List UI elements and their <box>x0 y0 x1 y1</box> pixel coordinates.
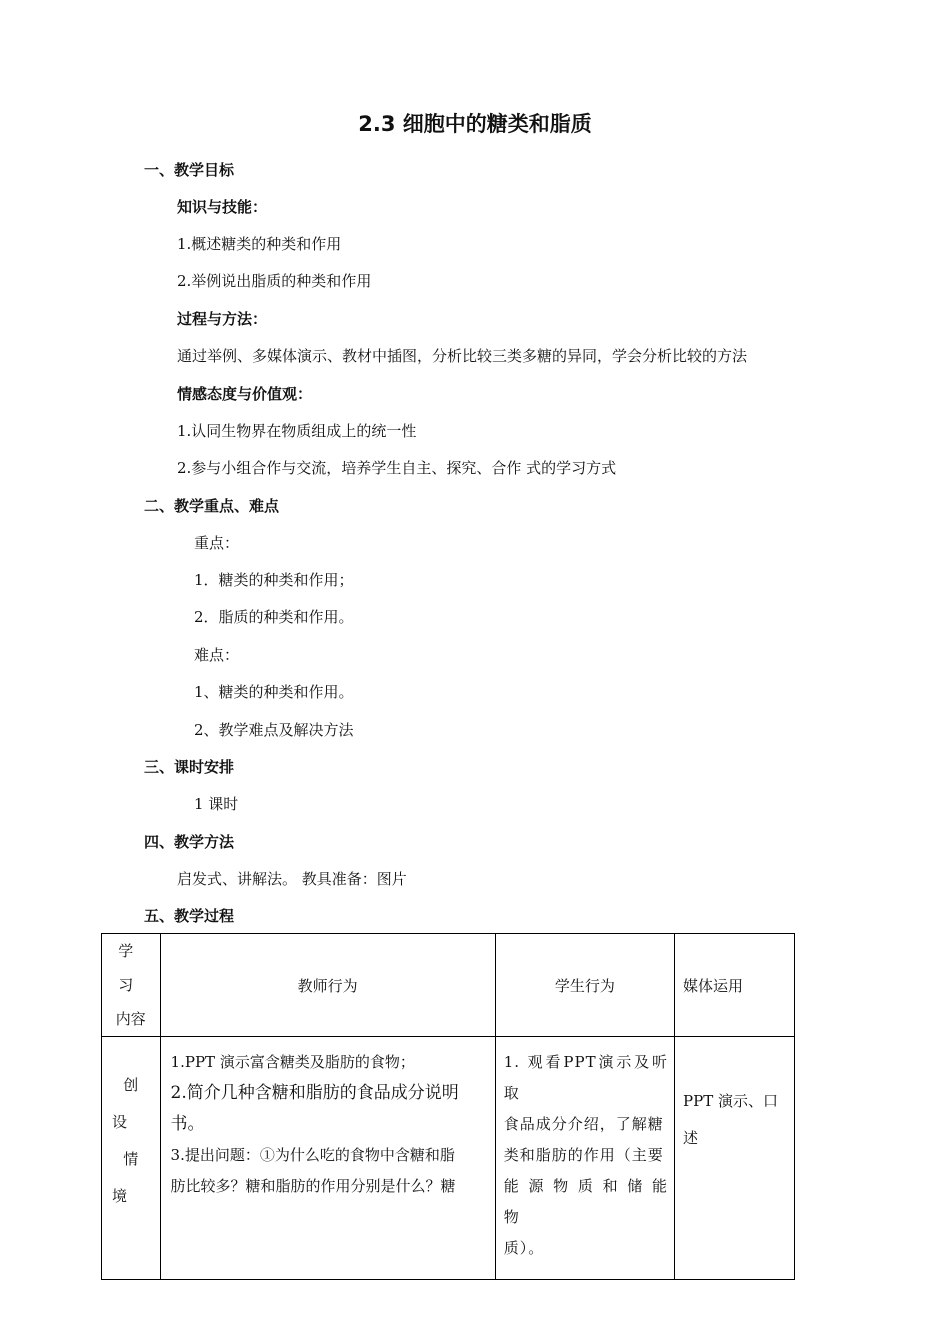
section-heading-process: 五、教学过程 <box>144 907 235 925</box>
subject-char: 境 <box>112 1187 128 1205</box>
student-line: 食品成分介绍，了解糖 <box>503 1115 664 1133</box>
header-student: 学生行为 <box>495 934 674 1037</box>
header-subject-line: 内容 <box>115 1010 146 1028</box>
section-heading-goals: 一、教学目标 <box>144 161 235 179</box>
media-line: PPT 演示、口 <box>683 1092 778 1110</box>
difficult-item: 1、糖类的种类和作用。 <box>194 683 354 701</box>
header-media: 媒体运用 <box>675 934 795 1037</box>
document-title: 2.3 细胞中的糖类和脂质 <box>358 112 592 136</box>
teacher-line: 书。 <box>170 1114 205 1134</box>
subject-char: 情 <box>123 1150 139 1168</box>
header-teacher: 教师行为 <box>160 934 495 1037</box>
media-cell <box>675 1037 795 1280</box>
subject-cell <box>102 1037 161 1280</box>
student-line: 质）。 <box>503 1239 545 1257</box>
section-heading-key-points: 二、教学重点、难点 <box>144 497 280 515</box>
schedule-text: 1 课时 <box>194 795 239 813</box>
knowledge-item: 2.举例说出脂质的种类和作用 <box>177 272 372 290</box>
teacher-line: 3.提出问题：①为什么吃的食物中含糖和脂 <box>170 1146 455 1164</box>
section-heading-schedule: 三、课时安排 <box>144 758 235 776</box>
knowledge-label: 知识与技能： <box>177 198 268 216</box>
media-line: 述 <box>683 1129 699 1147</box>
student-cell <box>495 1037 674 1280</box>
key-item: 2．脂质的种类和作用。 <box>194 608 354 626</box>
difficult-label: 难点： <box>194 646 240 664</box>
teacher-line: 2.简介几种含糖和脂肪的食品成分说明 <box>170 1083 459 1103</box>
section-heading-methods: 四、教学方法 <box>144 833 235 851</box>
student-line: 类和脂肪的作用（主要 <box>503 1146 664 1164</box>
header-subject-line: 学 习 <box>118 942 144 994</box>
difficult-item: 2、教学难点及解决方法 <box>194 721 354 739</box>
subject-char: 设 <box>112 1113 128 1131</box>
key-item: 1．糖类的种类和作用； <box>194 571 354 589</box>
teaching-process-table <box>101 933 795 1280</box>
table-row <box>102 1037 795 1280</box>
emotion-label: 情感态度与价值观： <box>177 385 313 403</box>
teacher-line: 肪比较多？糖和脂肪的作用分别是什么？糖 <box>170 1177 456 1195</box>
header-subject <box>102 934 161 1037</box>
teacher-cell <box>160 1037 495 1280</box>
student-line: 1. 观看PPT演示及听取 <box>503 1053 669 1102</box>
methods-text: 启发式、讲解法。 教具准备：图片 <box>177 870 407 888</box>
process-label: 过程与方法： <box>177 310 268 328</box>
process-text: 通过举例、多媒体演示、教材中插图，分析比较三类多糖的异同，学会分析比较的方法 <box>177 347 748 365</box>
emotion-item: 1.认同生物界在物质组成上的统一性 <box>177 422 417 440</box>
knowledge-item: 1.概述糖类的种类和作用 <box>177 235 342 253</box>
emotion-item: 2.参与小组合作与交流，培养学生自主、探究、合作 式的学习方式 <box>177 459 617 477</box>
key-label: 重点： <box>194 534 240 552</box>
subject-char: 创 <box>123 1076 139 1094</box>
table-header-row <box>102 934 795 1037</box>
student-line: 能 源 物 质 和 储 能 物 <box>503 1177 669 1226</box>
teacher-line: 1.PPT 演示富含糖类及脂肪的食物； <box>170 1053 415 1071</box>
